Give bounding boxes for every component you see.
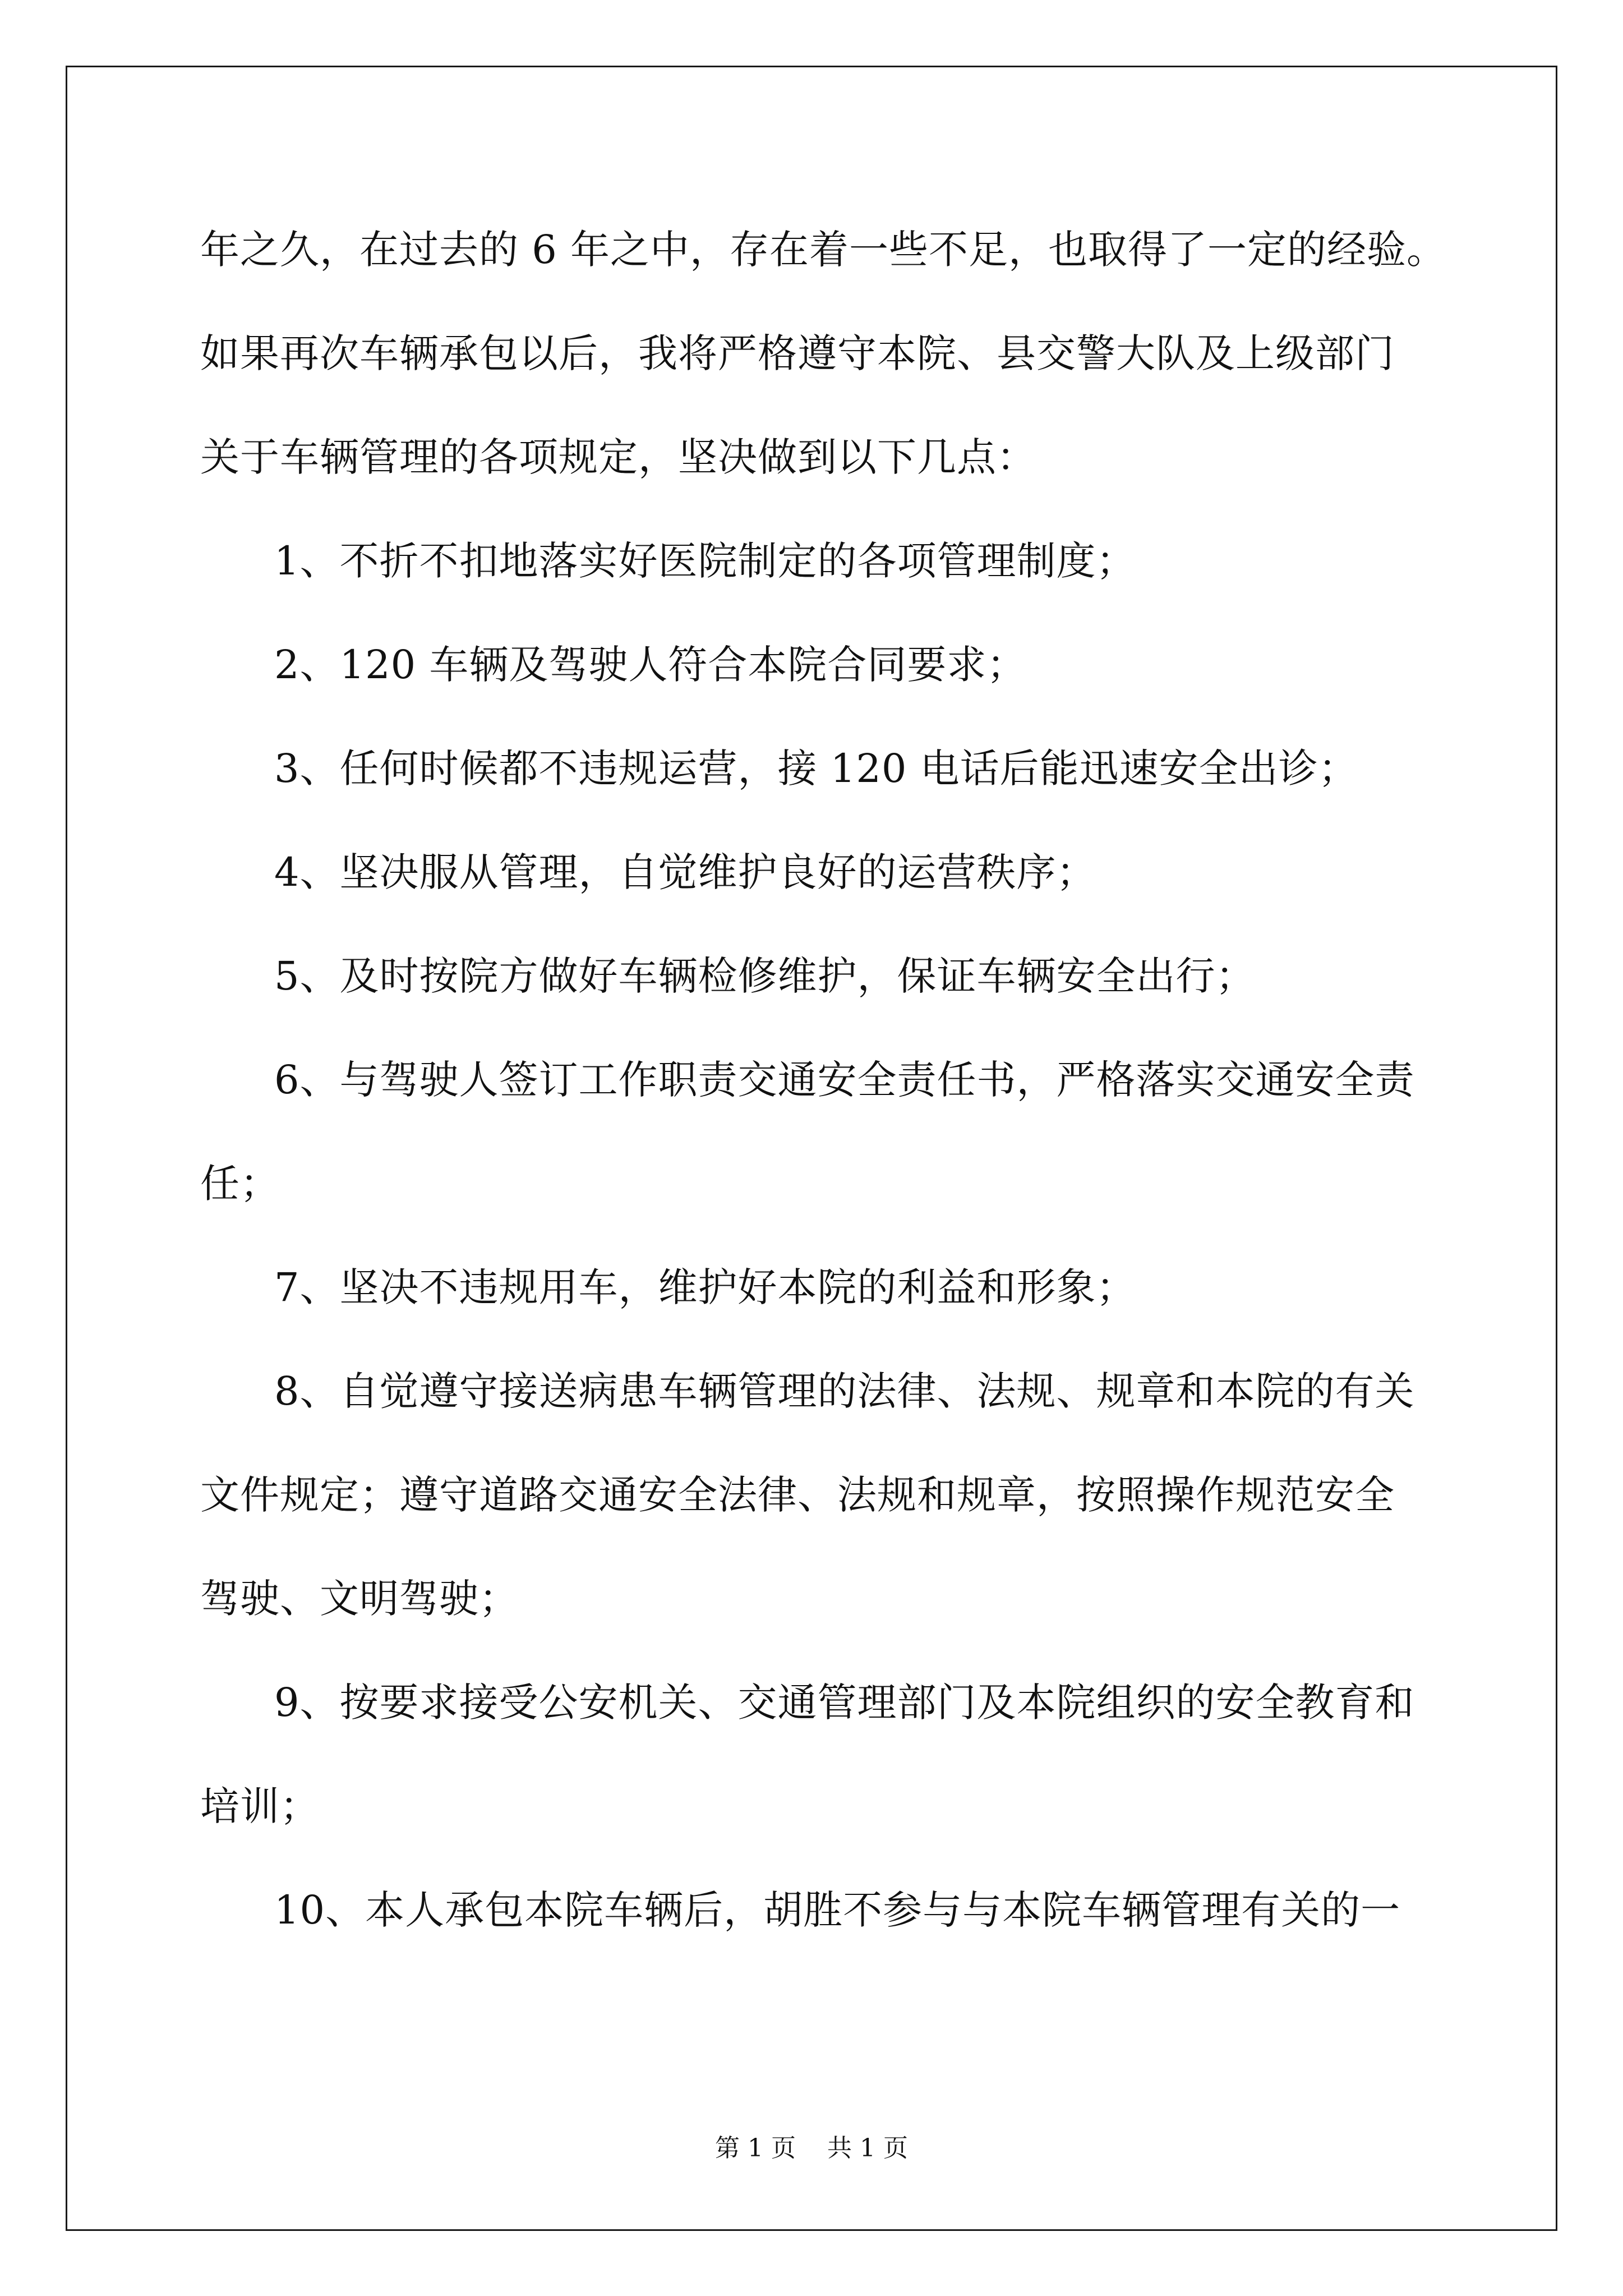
page-number: 第 1 页 xyxy=(715,2134,796,2162)
page-total: 共 1 页 xyxy=(827,2134,908,2162)
text-line: 关于车辆管理的各项规定，坚决做到以下几点： xyxy=(200,434,1036,480)
text-line: 任； xyxy=(200,1161,280,1207)
list-item-1: 1、不折不扣地落实好医院制定的各项管理制度； xyxy=(274,538,1136,584)
list-item-6: 6、与驾驶人签订工作职责交通安全责任书，严格落实交通安全责 xyxy=(274,1057,1415,1103)
text-line: 年之久，在过去的 6 年之中，存在着一些不足，也取得了一定的经验。 xyxy=(200,227,1447,273)
list-item-4: 4、坚决服从管理，自觉维护良好的运营秩序； xyxy=(274,849,1096,895)
list-item-7: 7、坚决不违规用车，维护好本院的利益和形象； xyxy=(274,1264,1136,1310)
list-item-2: 2、120 车辆及驾驶人符合本院合同要求； xyxy=(274,642,1027,688)
page-footer xyxy=(0,2132,1623,2165)
text-line: 文件规定；遵守道路交通安全法律、法规和规章，按照操作规范安全 xyxy=(200,1472,1395,1518)
list-item-10: 10、本人承包本院车辆后，胡胜不参与与本院车辆管理有关的一 xyxy=(274,1887,1401,1933)
list-item-5: 5、及时按院方做好车辆检修维护，保证车辆安全出行； xyxy=(274,953,1256,999)
list-item-9: 9、按要求接受公安机关、交通管理部门及本院组织的安全教育和 xyxy=(274,1680,1415,1726)
list-item-8: 8、自觉遵守接送病患车辆管理的法律、法规、规章和本院的有关 xyxy=(274,1368,1415,1414)
text-line: 驾驶、文明驾驶； xyxy=(200,1576,519,1622)
text-line: 培训； xyxy=(200,1783,320,1829)
text-line: 如果再次车辆承包以后，我将严格遵守本院、县交警大队及上级部门 xyxy=(200,330,1395,376)
list-item-3: 3、任何时候都不违规运营，接 120 电话后能迅速安全出诊； xyxy=(274,746,1358,792)
